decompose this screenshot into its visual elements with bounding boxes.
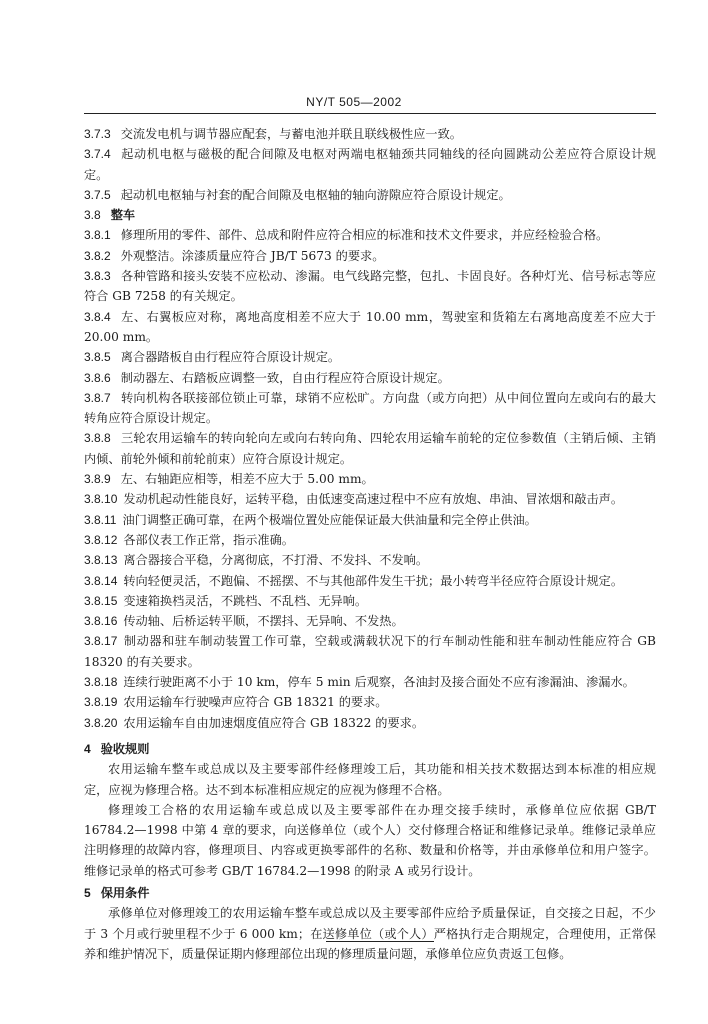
clause-number: 3.8.18	[84, 675, 118, 690]
document-body	[84, 124, 656, 964]
clause-number: 3.7.5	[84, 187, 111, 202]
clause-text: 离合器接合平稳，分离彻底，不打滑、不发抖、不发响。	[123, 553, 429, 568]
clause-number: 3.8.15	[84, 593, 118, 608]
clause-number: 3.8.13	[84, 553, 118, 568]
clause-number: 3.8	[84, 208, 101, 223]
clause-number: 3.8.10	[84, 492, 118, 507]
clause-number: 3.8.5	[84, 350, 111, 365]
clause-text: 制动器和驻车制动装置工作可靠，空载或满载状况下的行车制动性能和驻车制动性能应符合 GB 18320 的有关要求。	[84, 634, 656, 669]
clause-number: 3.8.1	[84, 228, 111, 243]
section-5-heading: 5 保用条件	[84, 885, 150, 900]
clause-item	[84, 611, 656, 631]
clause-text: 离合器踏板自由行程应符合原设计规定。	[120, 350, 341, 365]
standard-code-header: NY/T 505—2002	[306, 95, 402, 109]
clause-text: 左、右轴距应相等，相差不应大于 5.00 mm。	[120, 472, 374, 487]
clause-number: 3.8.11	[84, 512, 117, 527]
clause-item	[84, 428, 656, 469]
clause-text: 油门调整正确可靠，在两个极端位置处应能保证最大供油量和完全停止供油。	[122, 512, 537, 527]
clause-text: 外观整洁。涂漆质量应符合 JB/T 5673 的要求。	[120, 248, 385, 263]
clause-number: 3.8.4	[84, 309, 111, 324]
clause-number: 3.7.3	[84, 127, 111, 141]
clause-number: 3.8.3	[84, 269, 111, 284]
clause-item	[84, 307, 656, 348]
clause-item	[84, 631, 656, 672]
clause-item	[84, 489, 656, 509]
clause-item	[84, 144, 656, 185]
clause-item	[84, 368, 656, 388]
clause-item	[84, 550, 656, 570]
clause-text: 转向机构各联接部位锁止可靠，球销不应松旷。方向盘（或方向把）从中间位置向左或向右的最大转角应符合原设计规定。	[84, 390, 656, 426]
end-of-text-rule	[326, 941, 434, 942]
clause-text: 连续行驶距离不小于 10 km，停车 5 min 后观察，各油封及接合面处不应有渗漏油、渗漏水。	[123, 675, 635, 690]
clause-item	[84, 185, 656, 205]
clause-item	[84, 347, 656, 367]
clause-item	[84, 571, 656, 591]
clause-number: 3.8.17	[84, 634, 118, 649]
section-5-paragraph: 承修单位对修理竣工的农用运输车整车或总成以及主要零部件应给予质量保证，自交接之日起，不少于 3 个月或行驶里程不少于 6 000 km；在送修单位（或个人）严格执行走合期规定，合理使用，正常保养和维护情况下，质量保证期内修理部位出现的修理质量问题，承修单位应负责返工包修。	[84, 906, 656, 961]
clause-number: 3.8.2	[84, 248, 111, 263]
clause-text: 制动器左、右踏板应调整一致，自由行程应符合原设计规定。	[120, 370, 450, 385]
clause-item	[84, 469, 656, 489]
header-rule	[84, 113, 656, 114]
clause-list	[84, 124, 656, 733]
clause-item	[84, 692, 656, 712]
clause-number: 3.8.20	[84, 715, 118, 730]
clause-number: 3.8.14	[84, 573, 118, 588]
clause-item	[84, 388, 656, 429]
clause-number: 3.7.4	[84, 147, 111, 162]
clause-text: 整车	[110, 208, 136, 223]
clause-item	[84, 225, 656, 245]
clause-text: 交流发电机与调节器应配套，与蓄电池并联且联线极性应一致。	[120, 127, 462, 141]
clause-text: 农用运输车行驶噪声应符合 GB 18321 的要求。	[123, 695, 388, 710]
clause-item	[84, 591, 656, 611]
clause-text: 起动机电枢与磁极的配合间隙及电枢对两端电枢轴颈共同轴线的径向圆跳动公差应符合原设计规定。	[84, 147, 656, 182]
clause-item	[84, 246, 656, 266]
clause-item	[84, 713, 656, 733]
clause-number: 3.8.16	[84, 614, 118, 629]
clause-text: 转向轻便灵活，不跑偏、不摇摆、不与其他部件发生干扰；最小转弯半径应符合原设计规定。	[123, 573, 624, 588]
clause-number: 3.8.19	[84, 695, 118, 710]
clause-item	[84, 672, 656, 692]
clause-text: 传动轴、后桥运转平顺，不摆抖、无异响、不发热。	[123, 614, 404, 629]
clause-number: 3.8.7	[84, 390, 111, 405]
clause-text: 左、右翼板应对称，离地高度相差不应大于 10.00 mm，驾驶室和货箱左右离地高度差不应大于 20.00 mm。	[84, 309, 656, 344]
clause-text: 起动机电枢轴与衬套的配合间隙及电枢轴的轴向游隙应符合原设计规定。	[120, 187, 511, 202]
clause-text: 变速箱换档灵活，不跳档、不乱档、无异响。	[123, 593, 368, 608]
clause-text: 修理所用的零件、部件、总成和附件应符合相应的标准和技术文件要求，并应经检验合格。	[120, 228, 609, 243]
section-4-paragraph: 农用运输车整车或总成以及主要零部件经修理竣工后，其功能和相关技术数据达到本标准的相应规定，应视为修理合格。达不到本标准相应规定的应视为修理不合格。	[84, 762, 656, 797]
clause-text: 三轮农用运输车的转向轮向左或向右转向角、四轮农用运输车前轮的定位参数值（主销后倾、主销内倾、前轮外倾和前轮前束）应符合原设计规定。	[84, 431, 656, 466]
clause-item	[84, 510, 656, 530]
clause-item	[84, 124, 656, 144]
clause-number: 3.8.6	[84, 370, 111, 385]
clause-item	[84, 530, 656, 550]
clause-number: 3.8.12	[84, 532, 118, 547]
clause-text: 农用运输车自由加速烟度值应符合 GB 18322 的要求。	[123, 715, 425, 730]
clause-text: 各部仪表工作正常，指示准确。	[123, 532, 294, 547]
clause-text: 各种管路和接头安装不应松动、渗漏。电气线路完整，包扎、卡固良好。各种灯光、信号标志等应符合 GB 7258 的有关规定。	[84, 269, 656, 304]
clause-number: 3.8.8	[84, 431, 111, 446]
section-4-paragraph: 修理竣工合格的农用运输车或总成以及主要零部件在办理交接手续时，承修单位应依据 GB/T 16784.2—1998 中第 4 章的要求，向送修单位（或个人）交付修理合格证和维修记录单。维修记录单应注明修理的故障内容，修理项目、内容或更换零部件的名称、数量和价格等，并由承修单位和用户签字。维修记录单的格式可参考 GB/T 16784.2—1998 的附录 A 或另行设计。	[84, 802, 656, 878]
clause-item	[84, 266, 656, 307]
clause-text: 发动机起动性能良好，运转平稳，由低速变高速过程中不应有放炮、串油、冒浓烟和敲击声。	[123, 492, 624, 507]
clause-number: 3.8.9	[84, 472, 111, 487]
clause-item	[84, 205, 656, 225]
section-4-heading: 4 验收规则	[84, 741, 150, 756]
